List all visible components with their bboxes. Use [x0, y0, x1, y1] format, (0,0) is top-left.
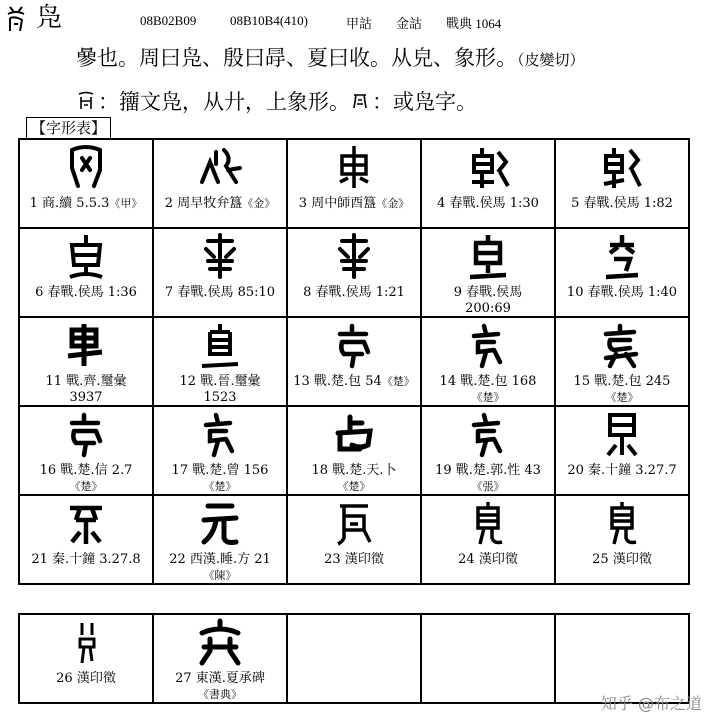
glyph-image	[154, 142, 286, 196]
glyph-caption-text: 25 漢印徵	[592, 552, 652, 567]
glyph-image	[20, 617, 152, 671]
glyph-caption	[558, 285, 686, 301]
glyph-caption	[290, 285, 418, 301]
variant-line	[76, 86, 477, 116]
glyph-source: 《楚》	[381, 375, 415, 388]
glyph-caption-text: 27 東漢.夏承碑	[175, 671, 265, 686]
glyph-image	[422, 320, 554, 374]
glyph-drawing	[196, 498, 244, 550]
glyph-caption-text: 22 西漢.睡.方 21	[169, 552, 271, 567]
glyph-drawing	[598, 498, 646, 550]
glyph-cell	[287, 139, 421, 228]
glyph-cell	[19, 317, 153, 406]
glyph-cell	[421, 614, 555, 703]
glyph-drawing	[62, 320, 110, 372]
glyph-caption	[22, 671, 150, 687]
glyph-drawing	[196, 320, 244, 372]
glyph-source: 《書典》	[198, 688, 242, 701]
glyph-drawing	[464, 498, 512, 550]
glyph-cell	[153, 139, 287, 228]
glyph-cell	[555, 614, 689, 703]
glyph-caption-text: 6 春戰.侯馬 1:36	[35, 285, 137, 300]
glyph-row	[19, 406, 689, 495]
glyph-caption-text: 16 戰.楚.信 2.7	[39, 463, 133, 478]
glyph-cell-body	[556, 318, 688, 405]
glyph-row	[19, 228, 689, 317]
glyph-cell	[287, 495, 421, 584]
glyph-caption	[424, 196, 552, 212]
glyph-caption	[290, 196, 418, 212]
glyph-caption	[156, 374, 284, 406]
definition-text: 曑也。周曰凫、殷曰冔、夏曰收。从皃、象形。	[76, 46, 517, 70]
glyph-cell-body	[154, 318, 286, 405]
glyph-caption-text: 20 秦.十鐘 3.27.7	[567, 463, 677, 478]
glyph-cell	[287, 614, 421, 703]
glyph-caption	[22, 196, 150, 212]
headword: 凫	[36, 3, 63, 33]
glyph-caption-text: 15 戰.楚.包 245	[573, 374, 671, 389]
glyph-image	[556, 409, 688, 463]
glyph-image	[422, 498, 554, 552]
glyph-source: 《楚》	[605, 391, 639, 404]
glyph-image	[556, 142, 688, 196]
glyph-cell	[555, 406, 689, 495]
glyph-cell-body	[422, 615, 554, 702]
glyph-drawing	[62, 142, 110, 194]
glyph-drawing	[196, 617, 244, 669]
glyph-cell-body	[154, 140, 286, 227]
glyph-caption	[424, 285, 552, 317]
glyph-caption	[290, 374, 418, 390]
variant-text-huo: ：或凫字。	[372, 90, 477, 114]
glyph-cell-body	[288, 615, 420, 702]
glyph-image	[422, 231, 554, 285]
fanqie-reading: （皮變切）	[517, 51, 585, 69]
glyph-source: 《金》	[376, 197, 410, 210]
glyph-source: 《楚》	[471, 391, 505, 404]
glyph-image	[288, 409, 420, 463]
glyph-drawing	[62, 498, 110, 550]
glyph-cell-body	[288, 496, 420, 583]
glyph-cell	[421, 139, 555, 228]
glyph-caption-text: 10 春戰.侯馬 1:40	[566, 285, 678, 300]
glyph-caption	[22, 552, 150, 568]
glyph-cell-body	[20, 229, 152, 316]
glyph-drawing	[464, 231, 512, 283]
seal-script-glyph	[4, 4, 28, 34]
huo-variant-glyph	[350, 91, 370, 111]
glyph-caption-text: 21 秦.十鐘 3.27.8	[31, 552, 141, 567]
glyph-cell-body	[556, 140, 688, 227]
glyph-cell	[19, 495, 153, 584]
glyph-cell	[19, 139, 153, 228]
glyph-drawing	[62, 617, 110, 669]
glyph-source: 《楚》	[69, 480, 103, 493]
glyph-caption-line2: 3937	[69, 390, 103, 405]
glyph-table	[18, 138, 690, 585]
glyph-cell-body	[154, 229, 286, 316]
glyph-caption-text: 18 戰.楚.天.卜	[311, 463, 397, 478]
glyph-drawing	[196, 409, 244, 461]
glyph-caption	[558, 463, 686, 479]
glyph-caption-text: 17 戰.楚.曾 156	[171, 463, 269, 478]
glyph-cell	[19, 406, 153, 495]
glyph-source: 《張》	[471, 480, 505, 493]
glyph-caption-text: 3 周中師酉簋	[298, 196, 377, 211]
glyph-cell	[19, 614, 153, 703]
glyph-cell	[421, 228, 555, 317]
glyph-cell-body	[556, 229, 688, 316]
glyph-drawing	[330, 231, 378, 283]
glyph-drawing	[330, 320, 378, 372]
glyph-drawing	[598, 320, 646, 372]
glyph-cell	[555, 495, 689, 584]
variant-text-zhouwen: ：籒文凫，从廾，上象形。	[98, 90, 350, 114]
glyph-drawing	[598, 142, 646, 194]
glyph-caption	[156, 463, 284, 495]
code-jingu: 金詁	[396, 16, 423, 31]
glyph-source: 《金》	[242, 197, 276, 210]
glyph-cell	[153, 495, 287, 584]
glyph-cell-body	[422, 496, 554, 583]
code-unicode-b: 08B10B4(410)	[230, 13, 308, 28]
glyph-cell	[287, 406, 421, 495]
glyph-caption	[156, 196, 284, 212]
glyph-image	[154, 617, 286, 671]
glyph-cell	[287, 317, 421, 406]
glyph-image	[556, 498, 688, 552]
glyph-caption-text: 2 周早牧弁簋	[164, 196, 243, 211]
glyph-caption	[290, 463, 418, 495]
entry-header	[0, 0, 720, 120]
glyph-table-extra	[18, 613, 690, 704]
code-jiagu: 甲詁	[346, 16, 373, 31]
glyph-caption-line2: 1523	[203, 390, 237, 405]
glyph-caption	[22, 285, 150, 301]
glyph-caption-text: 8 春戰.侯馬 1:21	[303, 285, 405, 300]
glyph-caption-text: 14 戰.楚.包 168	[439, 374, 537, 389]
glyph-caption-text: 4 春戰.侯馬 1:30	[437, 196, 539, 211]
glyph-cell-body	[288, 407, 420, 494]
glyph-table-label: 【字形表】	[26, 117, 111, 138]
glyph-caption-text: 26 漢印徵	[56, 671, 116, 686]
glyph-image	[422, 142, 554, 196]
glyph-caption	[558, 552, 686, 568]
glyph-image	[288, 320, 420, 374]
glyph-source: 《甲》	[109, 197, 143, 210]
glyph-drawing	[62, 409, 110, 461]
glyph-caption	[424, 552, 552, 568]
glyph-cell-body	[288, 318, 420, 405]
glyph-cell	[555, 317, 689, 406]
glyph-cell	[19, 228, 153, 317]
glyph-caption	[22, 463, 150, 495]
glyph-image	[154, 409, 286, 463]
glyph-caption-text: 23 漢印徵	[324, 552, 384, 567]
glyph-caption	[156, 552, 284, 584]
glyph-drawing	[330, 409, 378, 461]
glyph-cell-body	[154, 407, 286, 494]
code-zhandian: 戰典 1064	[446, 16, 502, 31]
glyph-cell-body	[20, 615, 152, 702]
glyph-caption-text: 24 漢印徵	[458, 552, 518, 567]
glyph-cell	[421, 406, 555, 495]
glyph-caption-text: 13 戰.楚.包 54	[293, 374, 382, 389]
glyph-cell	[153, 614, 287, 703]
glyph-caption-text: 5 春戰.侯馬 1:82	[571, 196, 673, 211]
glyph-caption	[156, 671, 284, 703]
zhouwen-variant-glyph	[76, 91, 96, 111]
code-unicode-a: 08B02B09	[140, 13, 197, 28]
glyph-cell-body	[154, 496, 286, 583]
glyph-image	[20, 142, 152, 196]
glyph-source: 《陳》	[203, 569, 237, 582]
glyph-cell-body	[288, 140, 420, 227]
glyph-drawing	[196, 142, 244, 194]
glyph-drawing	[464, 320, 512, 372]
glyph-caption-text: 19 戰.楚.郭.性 43	[435, 463, 541, 478]
glyph-cell-body	[556, 407, 688, 494]
glyph-caption-text: 9 春戰.侯馬	[453, 285, 523, 300]
glyph-drawing	[464, 142, 512, 194]
glyph-cell-body	[422, 318, 554, 405]
glyph-cell-body	[422, 140, 554, 227]
glyph-cell-body	[20, 318, 152, 405]
glyph-drawing	[464, 409, 512, 461]
glyph-image	[154, 320, 286, 374]
glyph-cell-body	[288, 229, 420, 316]
glyph-caption	[558, 196, 686, 212]
glyph-cell-body	[422, 229, 554, 316]
glyph-cell	[287, 228, 421, 317]
glyph-cell	[421, 495, 555, 584]
glyph-drawing	[62, 231, 110, 283]
glyph-image	[288, 498, 420, 552]
glyph-image	[20, 231, 152, 285]
glyph-image	[422, 409, 554, 463]
glyph-image	[556, 231, 688, 285]
glyph-drawing	[598, 231, 646, 283]
glyph-row	[19, 614, 689, 703]
definition-line	[76, 42, 585, 72]
glyph-cell-body	[556, 496, 688, 583]
glyph-caption	[156, 285, 284, 301]
glyph-cell	[153, 406, 287, 495]
glyph-caption-line2: 200:69	[465, 301, 511, 316]
glyph-image	[288, 142, 420, 196]
glyph-cell-body	[20, 140, 152, 227]
glyph-drawing	[330, 498, 378, 550]
glyph-image	[20, 320, 152, 374]
glyph-cell	[421, 317, 555, 406]
glyph-caption-text: 7 春戰.侯馬 85:10	[164, 285, 276, 300]
glyph-caption-text: 12 戰.晉.璽彙	[179, 374, 261, 389]
glyph-caption-text: 11 戰.齊.璽彙	[45, 374, 127, 389]
glyph-cell	[153, 228, 287, 317]
glyph-cell-body	[422, 407, 554, 494]
glyph-caption	[290, 552, 418, 568]
glyph-row	[19, 317, 689, 406]
glyph-cell-body	[20, 407, 152, 494]
glyph-caption	[22, 374, 150, 406]
glyph-row	[19, 495, 689, 584]
glyph-image	[20, 498, 152, 552]
watermark: 知乎 @布之道	[600, 694, 702, 713]
glyph-source: 《楚》	[337, 480, 371, 493]
glyph-image	[20, 409, 152, 463]
glyph-drawing	[196, 231, 244, 283]
glyph-cell-body	[20, 496, 152, 583]
glyph-cell	[153, 317, 287, 406]
glyph-drawing	[598, 409, 646, 461]
glyph-row	[19, 139, 689, 228]
glyph-image	[154, 231, 286, 285]
glyph-caption	[424, 463, 552, 495]
glyph-cell	[555, 139, 689, 228]
glyph-source: 《楚》	[203, 480, 237, 493]
glyph-cell-body	[556, 615, 688, 702]
glyph-image	[556, 320, 688, 374]
glyph-image	[154, 498, 286, 552]
glyph-caption	[558, 374, 686, 406]
glyph-image	[288, 231, 420, 285]
glyph-cell	[555, 228, 689, 317]
glyph-drawing	[330, 142, 378, 194]
glyph-cell-body	[154, 615, 286, 702]
glyph-caption	[424, 374, 552, 406]
glyph-caption-text: 1 商.續 5.5.3	[29, 196, 110, 211]
